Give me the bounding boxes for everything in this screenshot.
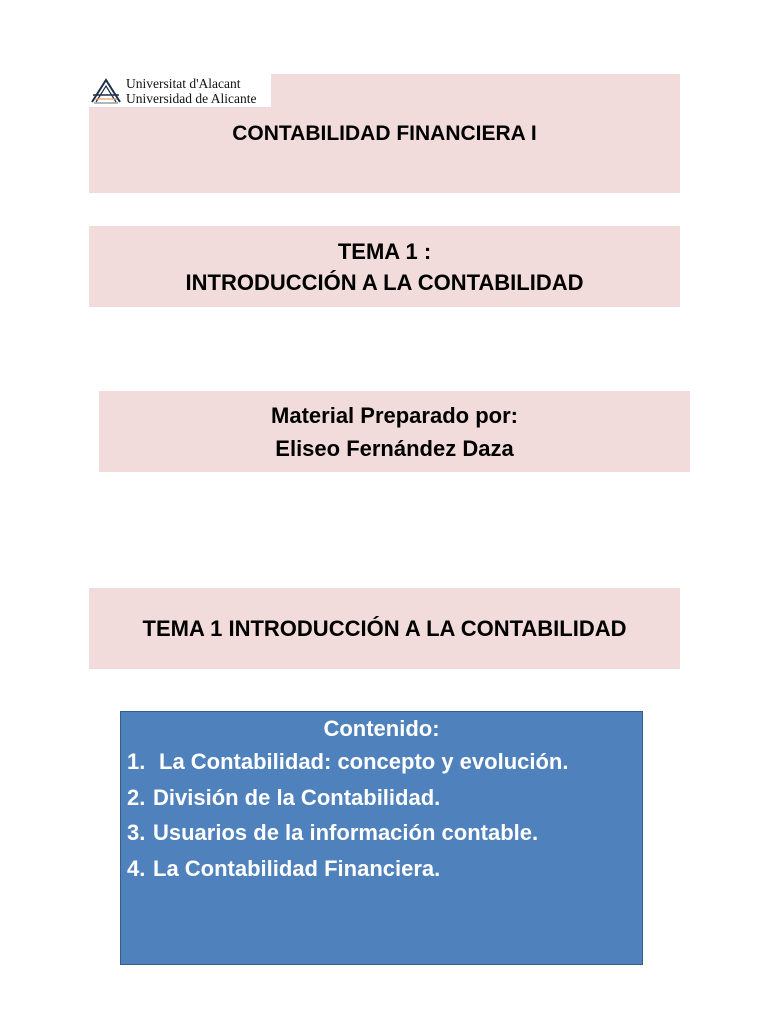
contents-item	[127, 815, 642, 851]
tema-line-1: TEMA 1 :	[337, 238, 432, 264]
section-heading: TEMA 1 INTRODUCCIÓN A LA CONTABILIDAD	[142, 615, 627, 641]
tema-box	[89, 226, 680, 307]
contents-item	[127, 780, 642, 816]
course-title-box	[89, 74, 680, 193]
contents-item	[127, 744, 642, 780]
section-heading-box	[89, 588, 680, 669]
contents-item-number: 3.	[127, 820, 146, 845]
contents-item-text: Usuarios de la información contable.	[153, 820, 539, 845]
author-line-2: Eliseo Fernández Daza	[275, 435, 514, 461]
course-title: CONTABILIDAD FINANCIERA I	[232, 122, 537, 145]
contents-list	[121, 744, 642, 886]
contents-heading: Contenido:	[323, 716, 440, 741]
contents-item-text: La Contabilidad: concepto y evolución.	[159, 749, 569, 774]
contents-item-number: 4.	[127, 855, 146, 881]
author-line-1: Material Preparado por:	[271, 402, 518, 428]
contents-item	[127, 851, 642, 887]
tema-line-2: INTRODUCCIÓN A LA CONTABILIDAD	[185, 269, 584, 295]
contents-box	[120, 711, 643, 965]
logo-line-1: Universitat d'Alacant	[126, 75, 241, 91]
contents-item-text: División de la Contabilidad.	[153, 784, 441, 810]
contents-item-number: 1.	[127, 749, 146, 774]
contents-item-text: La Contabilidad Financiera.	[153, 855, 441, 881]
university-logo-icon	[90, 75, 122, 106]
university-logo	[89, 74, 271, 107]
author-box	[99, 391, 690, 472]
logo-line-2: Universidad de Alicante	[126, 90, 257, 106]
contents-item-number: 2.	[127, 784, 146, 810]
